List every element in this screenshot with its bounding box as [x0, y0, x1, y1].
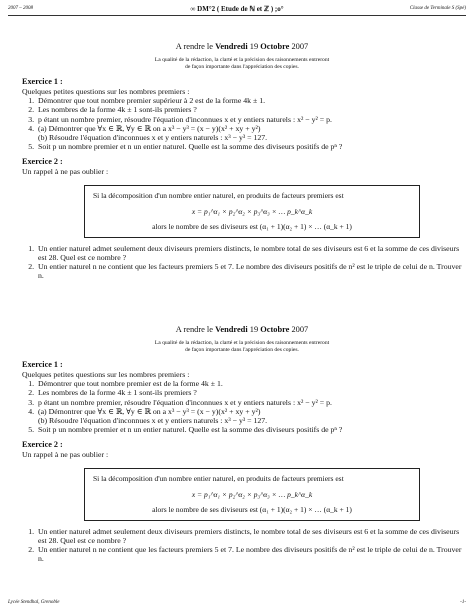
list-item-sub: (b) Résoudre l'équation d'inconnues x et y entiers naturels : x³ − y³ = 127. [38, 416, 268, 426]
reminder-box: Si la décomposition d'un nombre entier naturel, en produits de facteurs premiers est x = p₁^α₁ × p₂^α₂ × p₃^α₃ × … p_k^α_k alors le nombre de ses diviseurs est (α₁ + 1)(α₂ + 1) × … (α_k + 1) [84, 468, 420, 521]
header-title: ∞ DM°2 ( Etude de ℕ et ℤ ) ;o° [190, 5, 284, 13]
list-item: 4. (a) Démontrer que ∀x ∈ ℝ, ∀y ∈ ℝ on a x³ − y³ = (x − y)(x² + xy + y²) (b) Résoudre l'équation d'inconnues x et y entiers naturels : x³ − y³ = 127. [36, 407, 462, 425]
exercise-2-title: Exercice 2 : [22, 440, 63, 450]
reminder-box: Si la décomposition d'un nombre entier naturel, en produits de facteurs premiers est x = p₁^α₁ × p₂^α₂ × p₃^α₃ × … p_k^α_k alors le nombre de ses diviseurs est (α₁ + 1)(α₂ + 1) × … (α_k + 1) [84, 185, 420, 238]
exercise-2-list [22, 527, 462, 564]
list-item: 5. Soit p un nombre premier et n un entier naturel. Quelle est la somme des diviseurs positifs de pⁿ ? [36, 142, 462, 151]
list-item: 1. Un entier naturel admet seulement deux diviseurs premiers distincts, le nombre total de ses diviseurs est 6 et la somme de ces diviseurs est 28. Quel est ce nombre ? [36, 527, 462, 545]
grading-note: La qualité de la rédaction, la clarté et la précision des raisonnements entreront de façon importante dans l'appréciation des copies. [154, 57, 330, 70]
list-item: 3. p étant un nombre premier, résoudre l'équation d'inconnues x et y entiers naturels : x² − y² = p. [36, 115, 462, 124]
assignment-copy-1 [22, 42, 462, 280]
list-item: 2. Un entier naturel n ne contient que les facteurs premiers 5 et 7. Le nombre des diviseurs positifs de n² est le triple de celui de n. Trouver n. [36, 545, 462, 563]
exercise-2-lead: Un rappel à ne pas oublier : [22, 450, 109, 460]
decomposition-formula: x = p₁^α₁ × p₂^α₂ × p₃^α₃ × … p_k^α_k [191, 206, 313, 216]
exercise-2-list [22, 244, 462, 281]
exercise-1-lead: Quelques petites questions sur les nombres premiers : [22, 87, 190, 96]
list-item: 5. Soit p un nombre premier et n un entier naturel. Quelle est la somme des diviseurs positifs de pⁿ ? [36, 425, 462, 434]
exercise-1-title: Exercice 1 : [22, 360, 63, 369]
header-years: 2007 – 2008 [8, 6, 33, 11]
header-rule [8, 15, 466, 16]
exercise-1-list [22, 96, 462, 151]
list-item: 4. (a) Démontrer que ∀x ∈ ℝ, ∀y ∈ ℝ on a x³ − y³ = (x − y)(x² + xy + y²) (b) Résoudre l'équation d'inconnues x et y entiers naturels : x³ − y³ = 127. [36, 124, 462, 142]
exercise-2-lead: Un rappel à ne pas oublier : [22, 167, 109, 177]
exercise-1-lead: Quelques petites questions sur les nombres premiers : [22, 370, 190, 379]
assignment-copy-2 [22, 325, 462, 563]
list-item-sub: (b) Résoudre l'équation d'inconnues x et y entiers naturels : x³ − y³ = 127. [38, 133, 268, 143]
page-number: -1- [460, 600, 466, 605]
decomposition-formula: x = p₁^α₁ × p₂^α₂ × p₃^α₃ × … p_k^α_k [191, 489, 313, 499]
exercise-1-title: Exercice 1 : [22, 77, 63, 86]
due-date: A rendre le Vendredi 19 Octobre 2007 [175, 325, 309, 334]
due-date: A rendre le Vendredi 19 Octobre 2007 [175, 42, 309, 51]
list-item: 1. Démontrer que tout nombre premier est de la forme 4k ± 1. [36, 379, 462, 388]
list-item: 1. Démontrer que tout nombre premier supérieur à 2 est de la forme 4k ± 1. [36, 96, 462, 105]
header-class: Classe de Terminale S (Spé) [409, 6, 466, 11]
list-item: 3. p étant un nombre premier, résoudre l'équation d'inconnues x et y entiers naturels : x² − y² = p. [36, 398, 462, 407]
list-item: 2. Les nombres de la forme 4k ± 1 sont-ils premiers ? [36, 105, 462, 114]
list-item: 1. Un entier naturel admet seulement deux diviseurs premiers distincts, le nombre total de ses diviseurs est 6 et la somme de ces diviseurs est 28. Quel est ce nombre ? [36, 244, 462, 262]
list-item: 2. Les nombres de la forme 4k ± 1 sont-ils premiers ? [36, 388, 462, 397]
list-item: 2. Un entier naturel n ne contient que les facteurs premiers 5 et 7. Le nombre des diviseurs positifs de n² est le triple de celui de n. Trouver n. [36, 262, 462, 280]
grading-note: La qualité de la rédaction, la clarté et la précision des raisonnements entreront de façon importante dans l'appréciation des copies. [154, 340, 330, 353]
exercise-2-title: Exercice 2 : [22, 157, 63, 167]
exercise-1-list [22, 379, 462, 434]
footer-school: Lycée Stendhal, Grenoble [8, 600, 60, 605]
